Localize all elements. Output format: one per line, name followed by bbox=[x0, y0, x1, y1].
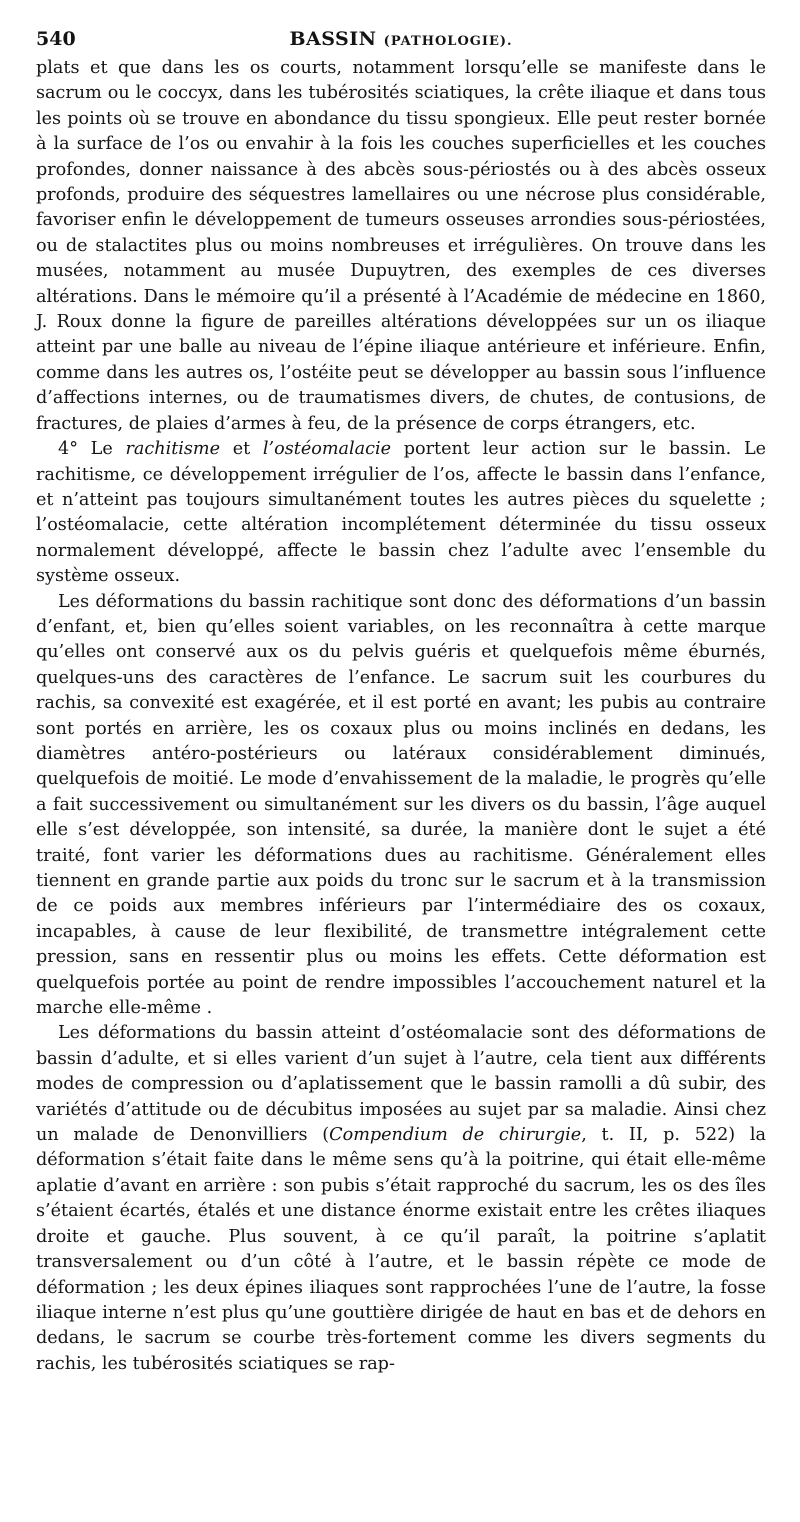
term-osteomalacie: l’ostéomalacie bbox=[262, 439, 392, 460]
running-title-main: BASSIN bbox=[289, 28, 377, 50]
citation-title: Compendium de chirurgie bbox=[329, 1125, 582, 1146]
running-title-sub: (PATHOLOGIE). bbox=[383, 34, 513, 49]
paragraph-text-after: , t. II, p. 522) la déformation s’était faite dans le même sens qu’à la poitrine, qui était elle-même aplatie d’avant en arrière : son pubis s’était rapproché du sacrum, les os des îles s’étaient écartés, étalés et une distance énorme existait entre les crêtes iliaques droite et gauche. Plus souvent, à ce qu’il paraît, la poitrine s’aplatit transversalement ou d’un côté à l’autre, et le bassin répète ce mode de déformation ; les deux épines iliaques sont rapprochées l’une de l’autre, la fosse iliaque interne n’est plus qu’une gouttière dirigée de haut en bas et de dehors en dedans, le sacrum se courbe très-fortement comme les divers segments du rachis, les tubérosités sciatiques se rap- bbox=[36, 1125, 766, 1374]
term-rachitisme: rachitisme bbox=[125, 439, 221, 460]
running-title bbox=[36, 28, 766, 50]
book-page bbox=[36, 28, 766, 1377]
paragraph-osteitis: plats et que dans les os courts, notamment lorsqu’elle se manifeste dans le sacrum ou le coccyx, dans les tubérosités sciatiques, la crête iliaque et dans tous les points où se trouve en abondance du tissu spongieux. Elle peut rester bornée à la surface de l’os ou envahir à la fois les couches superficielles et les couches profondes, donner naissance à des abcès sous-périostés ou à des abcès osseux profonds, produire des séquestres lamellaires ou une nécrose plus considérable, favoriser enfin le développement de tumeurs osseuses arrondies sous-périostées, ou de stalactites plus ou moins nombreuses et irrégulières. On trouve dans les musées, notamment au musée Dupuytren, des exemples de ces diverses altérations. Dans le mémoire qu’il a présenté à l’Académie de médecine en 1860, J. Roux donne la figure de pareilles altérations développées sur un os iliaque atteint par une balle au niveau de l’épine iliaque antérieure et inférieure. Enfin, comme dans les autres os, l’ostéite peut se développer au bassin sous l’influence d’affections internes, ou de traumatismes divers, de chutes, de contusions, de fractures, de plaies d’armes à feu, de la présence de corps étrangers, etc. bbox=[36, 58, 766, 434]
body-text bbox=[36, 56, 766, 1377]
section-prefix: 4° Le bbox=[58, 439, 113, 460]
paragraph-osteomalacic-deformations bbox=[36, 1021, 766, 1377]
paragraph-rachitic-deformations: Les déformations du bassin rachitique sont donc des déformations d’un bassin d’enfant, et, bien qu’elles soient variables, on les reconnaîtra à cette marque qu’elles ont conservé aux os du pelvis guéris et quelquefois même éburnés, quelques-uns des caractères de l’enfance. Le sacrum suit les courbures du rachis, sa convexité est exagérée, et il est porté en avant; les pubis au contraire sont portés en arrière, les os coxaux plus ou moins inclinés en dedans, les diamètres antéro-postérieurs ou latéraux considérablement diminués, quelquefois de moitié. Le mode d’envahissement de la maladie, le progrès qu’elle a fait successivement ou simultanément sur les divers os du bassin, l’âge auquel elle s’est développée, son intensité, sa durée, la manière dont le sujet a été traité, font varier les déformations dues au rachitisme. Généralement elles tiennent en grande partie aux poids du tronc sur le sacrum et à la transmission de ce poids aux membres inférieurs par l’intermédiaire des os coxaux, incapables, à cause de leur flexibilité, de transmettre intégralement cette pression, sans en ressentir plus ou moins les effets. Cette déformation est quelquefois portée au point de rendre impossibles l’accouchement naturel et la marche elle-même . bbox=[36, 591, 766, 1019]
page-number: 540 bbox=[36, 28, 76, 50]
paragraph-text-before: Les déformations du bassin atteint d’ostéomalacie sont des déformations de bassin d’adulte, et si elles varient d’un sujet à l’autre, cela tient aux différents modes de compression ou d’aplatissement que le bassin ramolli a dû subir, des variétés d’attitude ou de décubitus imposées au sujet par sa maladie. Ainsi chez un malade de Denonvilliers ( bbox=[36, 1023, 766, 1146]
conjunction: et bbox=[232, 439, 251, 460]
paragraph-rachitism-osteomalacia bbox=[36, 437, 766, 589]
running-head bbox=[36, 28, 766, 56]
paragraph-rest: portent leur action sur le bassin. Le rachitisme, ce développement irrégulier de l’os, affecte le bassin dans l’enfance, et n’atteint pas toujours simultanément toutes les autres pièces du squelette ; l’ostéomalacie, cette altération incomplétement déterminée du tissu osseux normalement développé, affecte le bassin chez l’adulte avec l’ensemble du système osseux. bbox=[36, 439, 767, 587]
